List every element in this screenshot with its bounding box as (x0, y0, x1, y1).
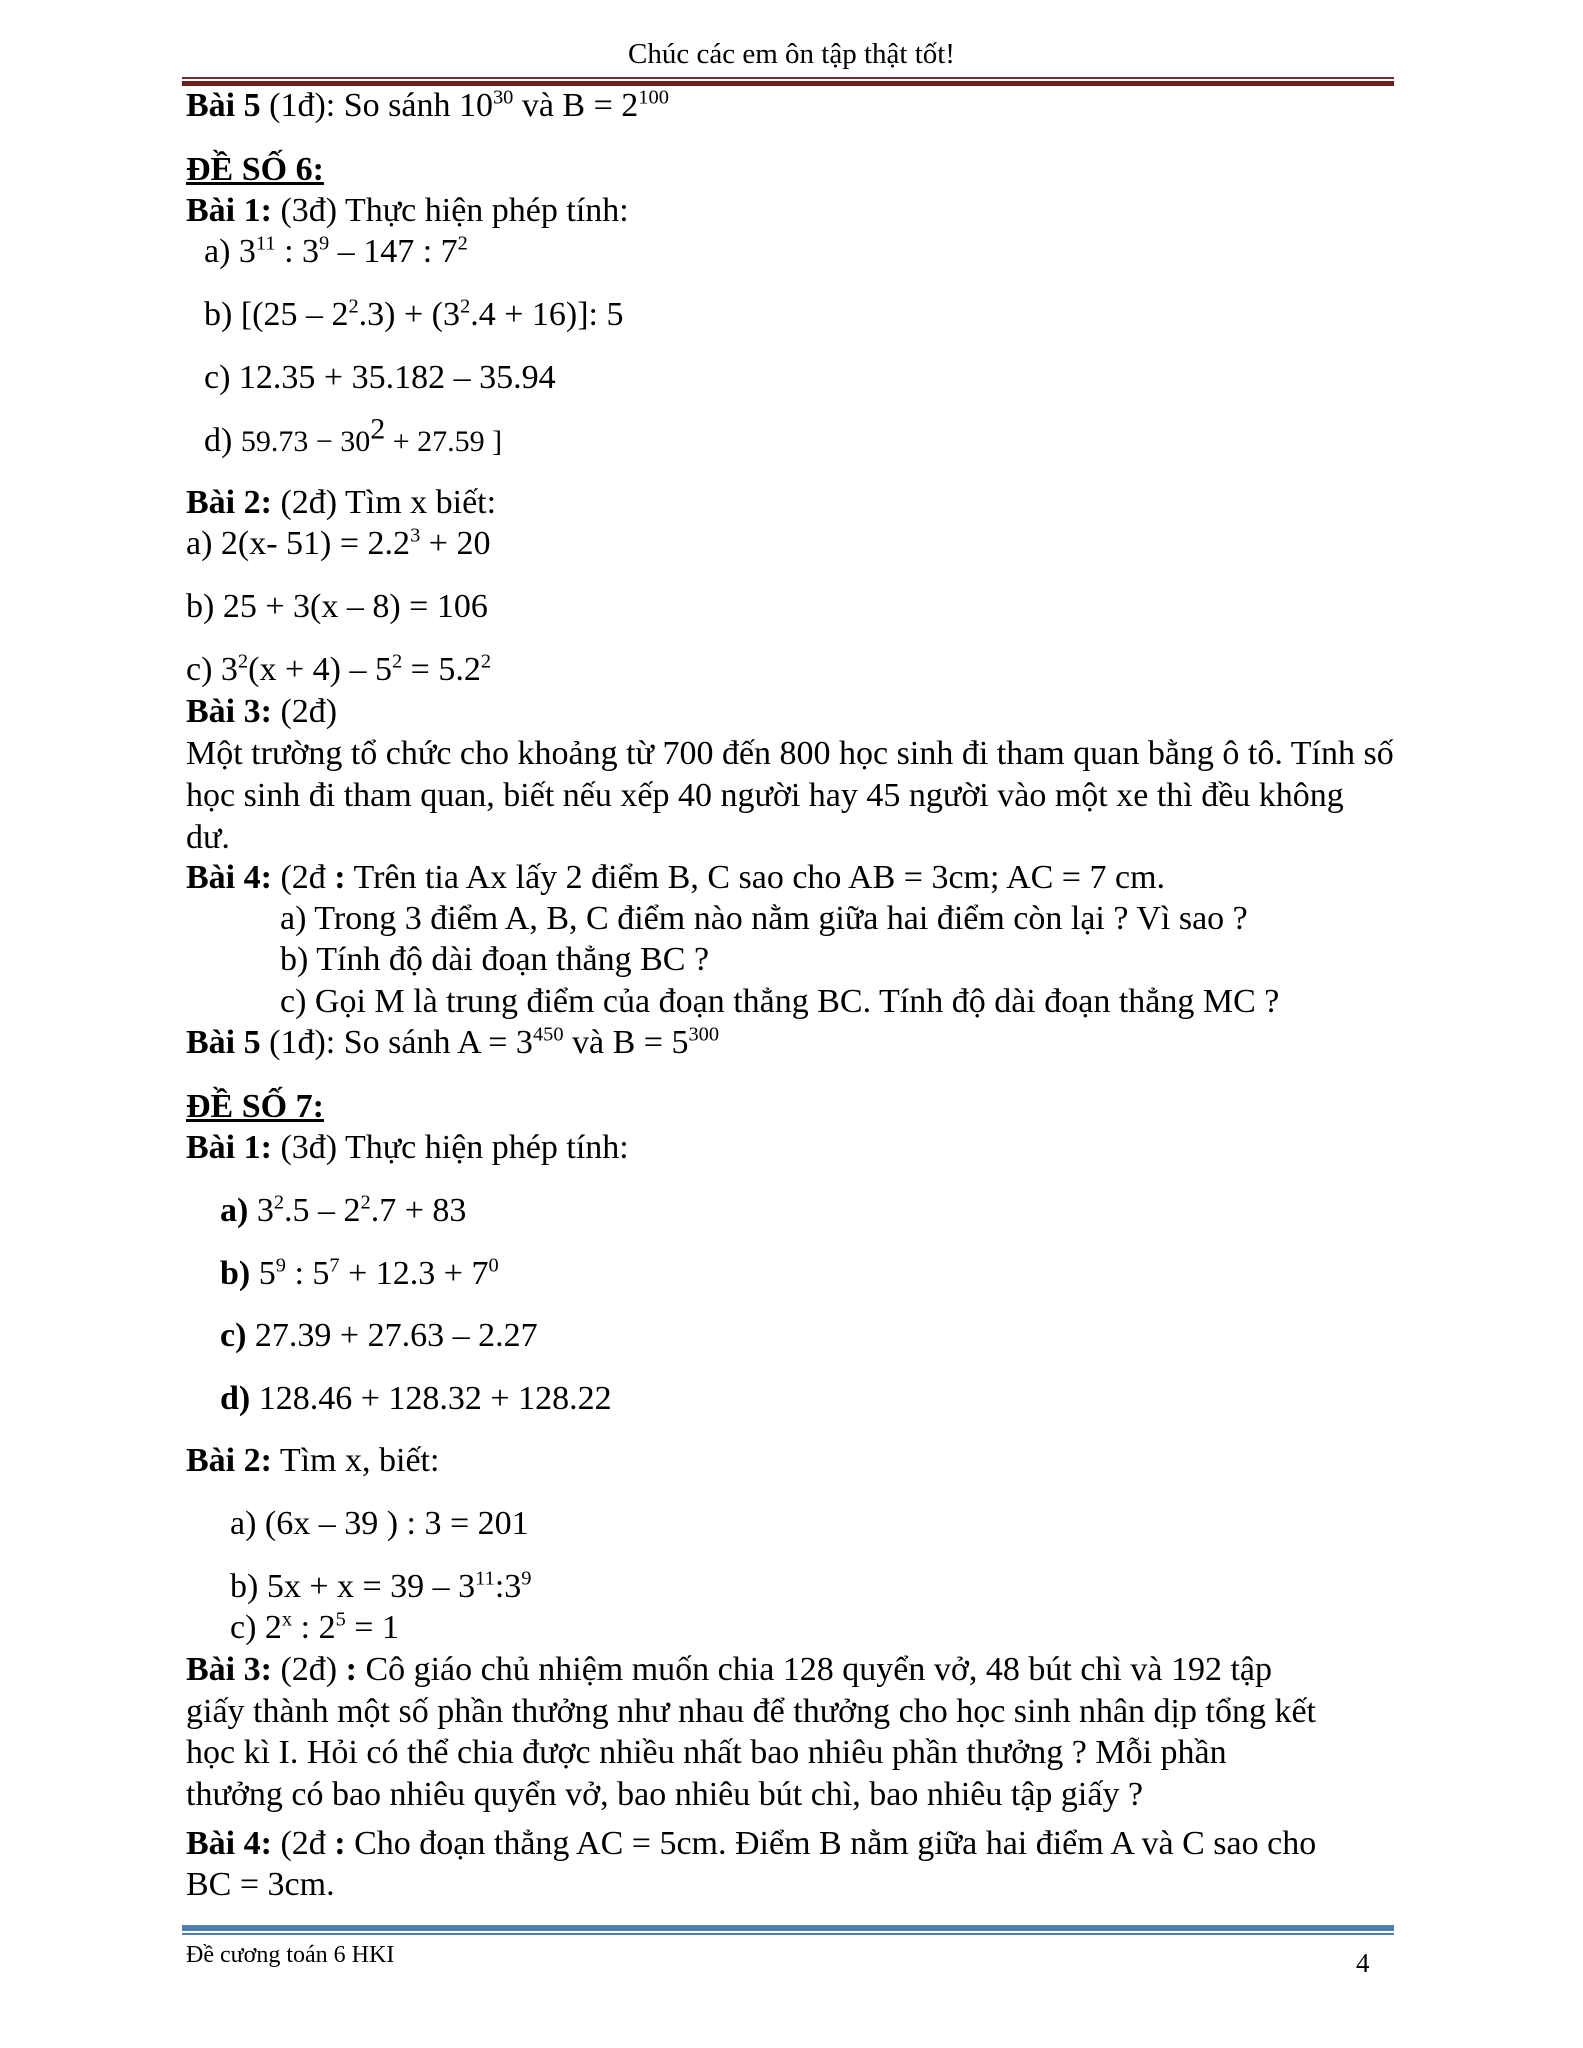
de7-bai3-label: Bài 3: (186, 1651, 272, 1688)
de6-bai1-b: b) $[(25 - 2^2.3) + (3^2.4 + 16)]$: 5 (204, 295, 624, 333)
de7-bai3-line4: thưởng có bao nhiêu quyển vở, bao nhiêu bút chì, bao nhiêu tập giấy ? (186, 1776, 1144, 1813)
de7-bai1-a: a) $3^2.5 - 2^2.7 + 83$ (220, 1191, 467, 1229)
de7-bai4-label: Bài 4: (186, 1825, 272, 1862)
header-divider-thin (182, 77, 1394, 79)
de7-bai2-heading: Bài 2: Tìm x, biết: (186, 1442, 440, 1479)
de6-bai2-c: c) $3^2(x + 4) - 5^2 = 5.2^2$ (186, 650, 492, 688)
de6-bai2-b: b) 25 + 3(x – 8) = 106 (186, 588, 488, 625)
de7-bai1-label: Bài 1: (186, 1129, 272, 1166)
de6-bai1-d: d) $59.73 - 30^2 + 27.59$ ] (204, 412, 503, 459)
top-bai5-mid: và B = 2 (513, 87, 639, 124)
top-bai5-line (186, 86, 669, 126)
de7-bai3-line2: giấy thành một số phần thưởng như nhau để thưởng cho học sinh nhân dịp tổng kết (186, 1693, 1316, 1730)
de7-bai2-b: b) $5x + x = 39 - 3^{11}:3^9$ (230, 1567, 532, 1605)
de7-bai1-d: d) 128.46 + 128.32 + 128.22 (220, 1380, 612, 1417)
de7-bai4-line2: BC = 3cm. (186, 1866, 335, 1903)
de7-bai2-a: a) (6x – 39 ) : 3 = 201 (230, 1505, 529, 1542)
footer-document-title: Đề cương toán 6 HKI (186, 1942, 395, 1968)
de6-bai3-label: Bài 3: (186, 693, 272, 730)
de7-bai2-label: Bài 2: (186, 1442, 272, 1479)
de6-bai1-heading (186, 191, 629, 231)
de6-bai4-heading: Bài 4: (2đ : Trên tia Ax lấy 2 điểm B, C sao cho AB = 3cm; AC = 7 cm. (186, 859, 1166, 896)
footer-page-number: 4 (1356, 1948, 1370, 1978)
de6-bai3-heading: Bài 3: (2đ) (186, 693, 338, 730)
de6-bai2-heading: Bài 2: (2đ) Tìm x biết: (186, 484, 497, 521)
top-bai5-label: Bài 5 (186, 87, 261, 124)
de6-bai1-label: Bài 1: (186, 192, 272, 229)
top-bai5-exp1: 30 (492, 86, 514, 109)
page-header-title: Chúc các em ôn tập thật tốt! (628, 38, 955, 70)
footer-divider-thin (182, 1933, 1394, 1935)
de6-bai3-paragraph: Một trường tổ chức cho khoảng từ 700 đến 800 học sinh đi tham quan bằng ô tô. Tính số học sinh đi tham quan, biết nếu xếp 40 người hay 45 người vào một xe thì đều không dư. (186, 735, 1394, 856)
de6-bai2-a: a) 2(x- $51) = 2.2^3 + 20$ (186, 524, 491, 562)
de7-bai4-line1: Bài 4: (2đ : Cho đoạn thẳng AC = 5cm. Điểm B nằm giữa hai điểm A và C sao cho (186, 1825, 1317, 1862)
de6-bai5-line: Bài 5 (1đ): So sánh $A = 3^{450}$ và $B = 5^{300}$ (186, 1023, 720, 1061)
de7-title: ĐỀ SỐ 7: (186, 1088, 324, 1125)
de7-bai3-line1: Bài 3: (2đ) : Cô giáo chủ nhiệm muốn chia 128 quyển vở, 48 bút chì và 192 tập (186, 1651, 1272, 1688)
de6-bai2-label: Bài 2: (186, 484, 272, 521)
de7-bai3-line3: học kì I. Hỏi có thể chia được nhiều nhất bao nhiêu phần thưởng ? Mỗi phần (186, 1734, 1227, 1771)
de7-bai2-c: c) 2$^x$ : $2^5 = 1$ (230, 1608, 399, 1646)
de7-bai1-b: b) $5^9$ : $5^7 + 12.3 + 7^0$ (220, 1254, 499, 1292)
de6-bai4-label: Bài 4: (186, 859, 272, 896)
de6-bai4-c: c) Gọi M là trung điểm của đoạn thẳng BC. Tính độ dài đoạn thẳng MC ? (280, 983, 1280, 1020)
de6-bai1-text: (3đ) Thực hiện phép tính: (271, 192, 629, 229)
footer-divider-thick (182, 1925, 1394, 1931)
de7-bai1-c: c) 27.39 + 27.63 – 2.27 (220, 1317, 538, 1354)
de6-title: ĐỀ SỐ 6: (186, 151, 324, 188)
de6-bai4-a: a) Trong 3 điểm A, B, C điểm nào nằm giữa hai điểm còn lại ? Vì sao ? (280, 900, 1248, 937)
de7-bai1-heading: Bài 1: (3đ) Thực hiện phép tính: (186, 1129, 629, 1166)
de6-bai4-b: b) Tính độ dài đoạn thẳng BC ? (280, 941, 710, 978)
top-bai5-text: (1đ): So sánh 10 (260, 87, 493, 124)
de6-bai1-c: c) 12.35 + 35.182 – 35.94 (204, 359, 556, 396)
top-bai5-exp2: 100 (638, 86, 669, 109)
de6-bai1-a: a) $3^{11}$ : $3^9 - 147$ : $7^2$ (204, 232, 468, 270)
de6-bai5-label: Bài 5 (186, 1024, 261, 1061)
